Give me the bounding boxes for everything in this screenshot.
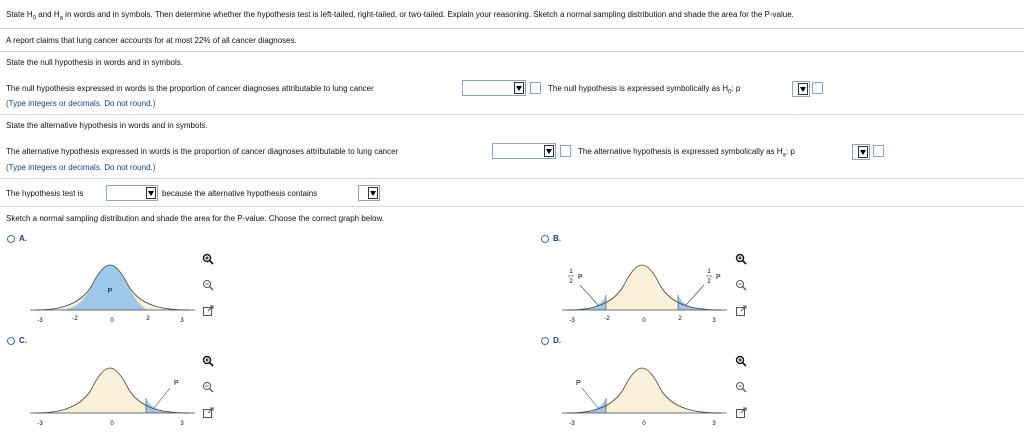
curve-fill [567, 368, 722, 413]
null-symbol-value-input[interactable] [812, 82, 823, 94]
alt-value-input[interactable] [560, 145, 571, 157]
dropdown-arrow-icon [544, 145, 554, 157]
divider [0, 206, 1024, 207]
dropdown-arrow-icon [146, 187, 156, 199]
right-tail-shade [678, 295, 722, 310]
tick-label: 3 [712, 318, 716, 324]
dropdown-arrow-icon [858, 146, 868, 158]
test-label: The hypothesis test is [6, 189, 84, 198]
divider [0, 28, 1024, 29]
fraction-num: 1 [569, 269, 573, 275]
zoom-in-icon[interactable] [735, 253, 747, 265]
curve-fill [567, 265, 722, 310]
zoom-out-icon[interactable] [735, 279, 747, 291]
divider [0, 178, 1024, 179]
alt-symbol-value-input[interactable] [873, 145, 884, 157]
null-hint: (Type integers or decimals. Do not round.) [6, 99, 156, 108]
alt-symbolic-sub: a [782, 152, 786, 159]
null-sentence: The null hypothesis expressed in words is the proportion of cancer diagnoses attributable to lung cancer [6, 84, 374, 93]
tick-label: 2 [146, 316, 150, 322]
sketch-prompt: Sketch a normal sampling distribution and shade the area for the P-value. Choose the correct graph below. [6, 214, 384, 223]
zoom-out-icon[interactable] [735, 381, 747, 393]
instructions-text-2: and H [36, 10, 60, 19]
tick-label: 0 [110, 318, 114, 324]
fraction-num: 1 [707, 269, 711, 275]
p-label: P [174, 380, 179, 387]
because-label: because the alternative hypothesis contains [162, 189, 318, 198]
null-symbolic-sub: 0 [728, 89, 732, 96]
option-c-radio[interactable] [7, 337, 15, 345]
option-c-label: C. [19, 336, 27, 345]
alt-operator-dropdown[interactable] [852, 144, 870, 160]
h0-subscript: 0 [32, 15, 37, 22]
alt-hint: (Type integers or decimals. Do not round.) [6, 163, 156, 172]
p-label: P [716, 274, 721, 281]
right-tail-shade [146, 398, 190, 413]
instructions-text-1: State H [6, 10, 33, 19]
alt-symbolic [578, 147, 795, 159]
dropdown-arrow-icon [798, 83, 808, 95]
right-pointer [686, 285, 704, 305]
open-window-icon[interactable] [202, 305, 214, 317]
left-tail-shade [567, 295, 606, 310]
contains-dropdown[interactable] [358, 185, 380, 201]
tick-label: 0 [642, 318, 646, 324]
instructions-text-3: in words and in symbols. Then determine whether the hypothesis test is left-tailed, right-tailed, or two-tailed. Explain your reasoning. Sketch a normal sampling distribution and shade the area for the P-value. [62, 10, 794, 19]
dropdown-arrow-icon [368, 187, 378, 199]
option-a-radio[interactable] [7, 235, 15, 243]
left-pointer [580, 285, 598, 305]
tick-label: -3 [569, 318, 575, 324]
zoom-out-icon[interactable] [202, 381, 214, 393]
option-d-graph[interactable] [562, 358, 732, 430]
option-b-graph[interactable] [562, 255, 732, 327]
option-d-label: D. [553, 336, 561, 345]
tick-label: 3 [712, 421, 716, 427]
zoom-out-icon[interactable] [202, 279, 214, 291]
ha-subscript: a [59, 15, 63, 22]
null-heading: State the null hypothesis in words and in symbols. [6, 58, 183, 67]
tick-label: -2 [604, 316, 610, 322]
divider [0, 114, 1024, 115]
option-b-label: B. [553, 234, 561, 243]
alt-sentence: The alternative hypothesis expressed in words is the proportion of cancer diagnoses attributable to lung cancer [6, 147, 399, 156]
tick-label: -3 [37, 318, 43, 324]
alt-symbolic-label: The alternative hypothesis is expressed symbolically as H [578, 147, 783, 156]
option-c-graph[interactable] [30, 358, 200, 430]
tick-label: -2 [72, 316, 78, 322]
alt-words-dropdown[interactable] [492, 143, 556, 159]
tail-type-dropdown[interactable] [106, 185, 158, 201]
tick-label: 3 [180, 421, 184, 427]
zoom-in-icon[interactable] [202, 355, 214, 367]
fraction-den: 2 [707, 279, 711, 285]
alt-symbolic-var: : p [785, 147, 795, 156]
left-tail-shade [567, 398, 606, 413]
tick-label: -3 [37, 421, 43, 427]
open-window-icon[interactable] [735, 305, 747, 317]
instructions [6, 10, 794, 22]
null-symbolic [548, 84, 740, 96]
left-pointer [582, 388, 598, 408]
null-value-input[interactable] [530, 82, 541, 94]
dropdown-arrow-icon [514, 82, 524, 94]
tick-label: 2 [678, 316, 682, 322]
fraction-den: 2 [569, 279, 573, 285]
zoom-in-icon[interactable] [202, 253, 214, 265]
tick-label: 3 [180, 318, 184, 324]
alt-heading: State the alternative hypothesis in words and in symbols. [6, 121, 208, 130]
tick-label: 0 [110, 421, 114, 427]
option-d-radio[interactable] [541, 337, 549, 345]
right-pointer [154, 388, 170, 408]
option-a-label: A. [19, 234, 27, 243]
tick-label: 0 [642, 421, 646, 427]
null-operator-dropdown[interactable] [792, 81, 810, 97]
open-window-icon[interactable] [735, 407, 747, 419]
p-label: P [107, 288, 113, 295]
null-words-dropdown[interactable] [462, 80, 526, 96]
option-b-radio[interactable] [541, 235, 549, 243]
option-a-graph[interactable] [30, 255, 200, 327]
divider [0, 51, 1024, 52]
tick-label: -3 [569, 421, 575, 427]
p-label: P [578, 274, 583, 281]
curve-fill [35, 368, 190, 413]
open-window-icon[interactable] [202, 407, 214, 419]
null-symbolic-label: The null hypothesis is expressed symbolically as H [548, 84, 729, 93]
null-symbolic-var: : p [731, 84, 741, 93]
p-label: P [576, 380, 581, 387]
zoom-in-icon[interactable] [735, 355, 747, 367]
claim-text: A report claims that lung cancer accounts for at most 22% of all cancer diagnoses. [6, 36, 297, 45]
